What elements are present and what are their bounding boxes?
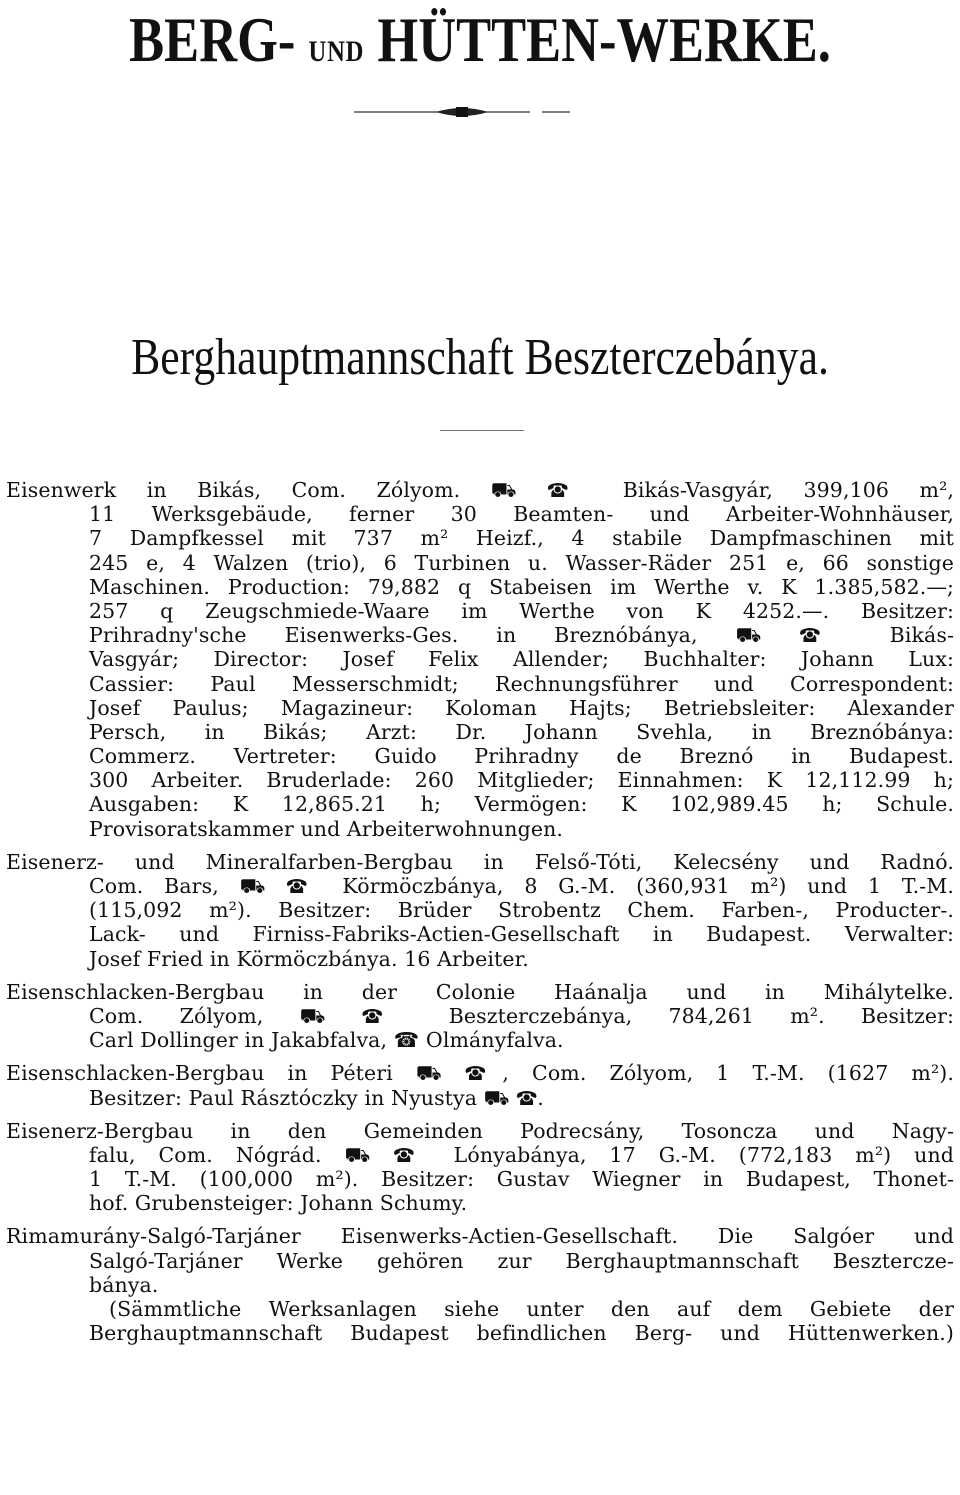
text-line: (Sämmtliche Werksanlagen siehe unter den auf dem Gebiete der xyxy=(109,1297,954,1321)
text-line: Salgó-Tarjáner Werke gehören zur Berghauptmannschaft Besztercze- xyxy=(89,1248,954,1273)
entries-list xyxy=(6,478,954,1345)
text-line: Eisenwerk in Bikás, Com. Zólyom. ⛟ ☎ Bikás-Vasgyár, 399,106 m², xyxy=(6,478,954,502)
text-line: Persch, in Bikás; Arzt: Dr. Johann Svehla, in Breznóbánya: xyxy=(89,719,954,744)
entry-peteri xyxy=(6,1061,954,1109)
text-line: (115,092 m²). Besitzer: Brüder Strobentz Chem. Farben-, Producter-. xyxy=(89,898,954,923)
text-line: hof. Grubensteiger: Johann Schumy. xyxy=(89,1191,468,1216)
text-line: Com. Zólyom, ⛟ ☎ Beszterczebánya, 784,261 m². Besitzer: xyxy=(89,1003,954,1028)
text-line: 257 q Zeugschmiede-Waare im Werthe von K 4252.—. Besitzer: xyxy=(89,598,954,623)
text-line: Com. Bars, ⛟ ☎ Körmöczbánya, 8 G.-M. (360,931 m²) und 1 T.-M. xyxy=(89,874,954,898)
text-line: Provisoratskammer und Arbeiterwohnungen. xyxy=(89,816,563,841)
section-title: Berghauptmannschaft Beszterczebánya. xyxy=(131,329,829,386)
text-line: Prihradny'sche Eisenwerks-Ges. in Breznóbánya, ⛟ ☎ Bikás- xyxy=(89,623,954,648)
title-ornament xyxy=(352,104,572,120)
entry-felso-toti xyxy=(6,850,954,971)
text-line: Rimamurány-Salgó-Tarjáner Eisenwerks-Actien-Gesellschaft. Die Salgóer und xyxy=(6,1224,954,1249)
text-line: Besitzer: Paul Rásztóczky in Nyustya ⛟ ☎. xyxy=(89,1085,544,1110)
main-title xyxy=(86,4,873,88)
entry-bikas xyxy=(6,478,954,841)
text-line: Maschinen. Production: 79,882 q Stabeisen im Werthe v. K 1.385,582.—; xyxy=(89,574,954,599)
text-line: Eisenschlacken-Bergbau in Péteri ⛟ ☎, Com. Zólyom, 1 T.-M. (1627 m²). xyxy=(6,1061,954,1086)
text-line: Eisenschlacken-Bergbau in der Colonie Haánalja und in Mihálytelke. xyxy=(6,979,954,1004)
text-line: Berghauptmannschaft Budapest befindlichen Berg- und Hüttenwerken.) xyxy=(89,1321,954,1346)
text-line: Carl Dollinger in Jakabfalva, ☎ Olmányfalva. xyxy=(89,1028,564,1053)
entry-haanalja xyxy=(6,980,954,1053)
text-line: Ausgaben: K 12,865.21 h; Vermögen: K 102,989.45 h; Schule. xyxy=(89,792,954,817)
text-line: 1 T.-M. (100,000 m²). Besitzer: Gustav Wiegner in Budapest, Thonet- xyxy=(89,1167,954,1192)
main-title-part2: HÜTTEN-WERKE. xyxy=(377,4,831,75)
main-title-und: UND xyxy=(308,35,365,68)
text-line: Vasgyár; Director: Josef Felix Allender; Buchhalter: Johann Lux: xyxy=(89,647,954,672)
text-line: Josef Paulus; Magazineur: Koloman Hajts; Betriebsleiter: Alexander xyxy=(89,695,954,720)
section-divider xyxy=(440,430,524,431)
text-line: Josef Fried in Körmöczbánya. 16 Arbeiter. xyxy=(89,946,529,971)
entry-rimamurany xyxy=(6,1224,954,1345)
text-line: 245 e, 4 Walzen (trio), 6 Turbinen u. Wasser-Räder 251 e, 66 sonstige xyxy=(89,550,954,575)
text-line: Lack- und Firniss-Fabriks-Actien-Gesellschaft in Budapest. Verwalter: xyxy=(89,922,954,947)
text-line: Cassier: Paul Messerschmidt; Rechnungsführer und Correspondent: xyxy=(89,671,954,696)
text-line: 300 Arbeiter. Bruderlade: 260 Mitglieder; Einnahmen: K 12,112.99 h; xyxy=(89,768,954,793)
text-line: bánya. xyxy=(89,1272,159,1297)
text-line: falu, Com. Nógrád. ⛟ ☎ Lónyabánya, 17 G.-M. (772,183 m²) und xyxy=(89,1142,954,1167)
text-line: Commerz. Vertreter: Guido Prihradny de Breznó in Budapest. xyxy=(89,744,954,769)
text-line: Eisenerz- und Mineralfarben-Bergbau in Felső-Tóti, Kelecsény und Radnó. xyxy=(6,849,954,874)
entry-podrecsany xyxy=(6,1119,954,1216)
text-line: 7 Dampfkessel mit 737 m² Heizf., 4 stabile Dampfmaschinen mit xyxy=(89,526,954,551)
text-line: Eisenerz-Bergbau in den Gemeinden Podrecsány, Tosoncza und Nagy- xyxy=(6,1118,954,1143)
main-title-part1: BERG- xyxy=(129,4,296,75)
text-line: 11 Werksgebäude, ferner 30 Beamten- und Arbeiter-Wohnhäuser, xyxy=(89,502,954,527)
